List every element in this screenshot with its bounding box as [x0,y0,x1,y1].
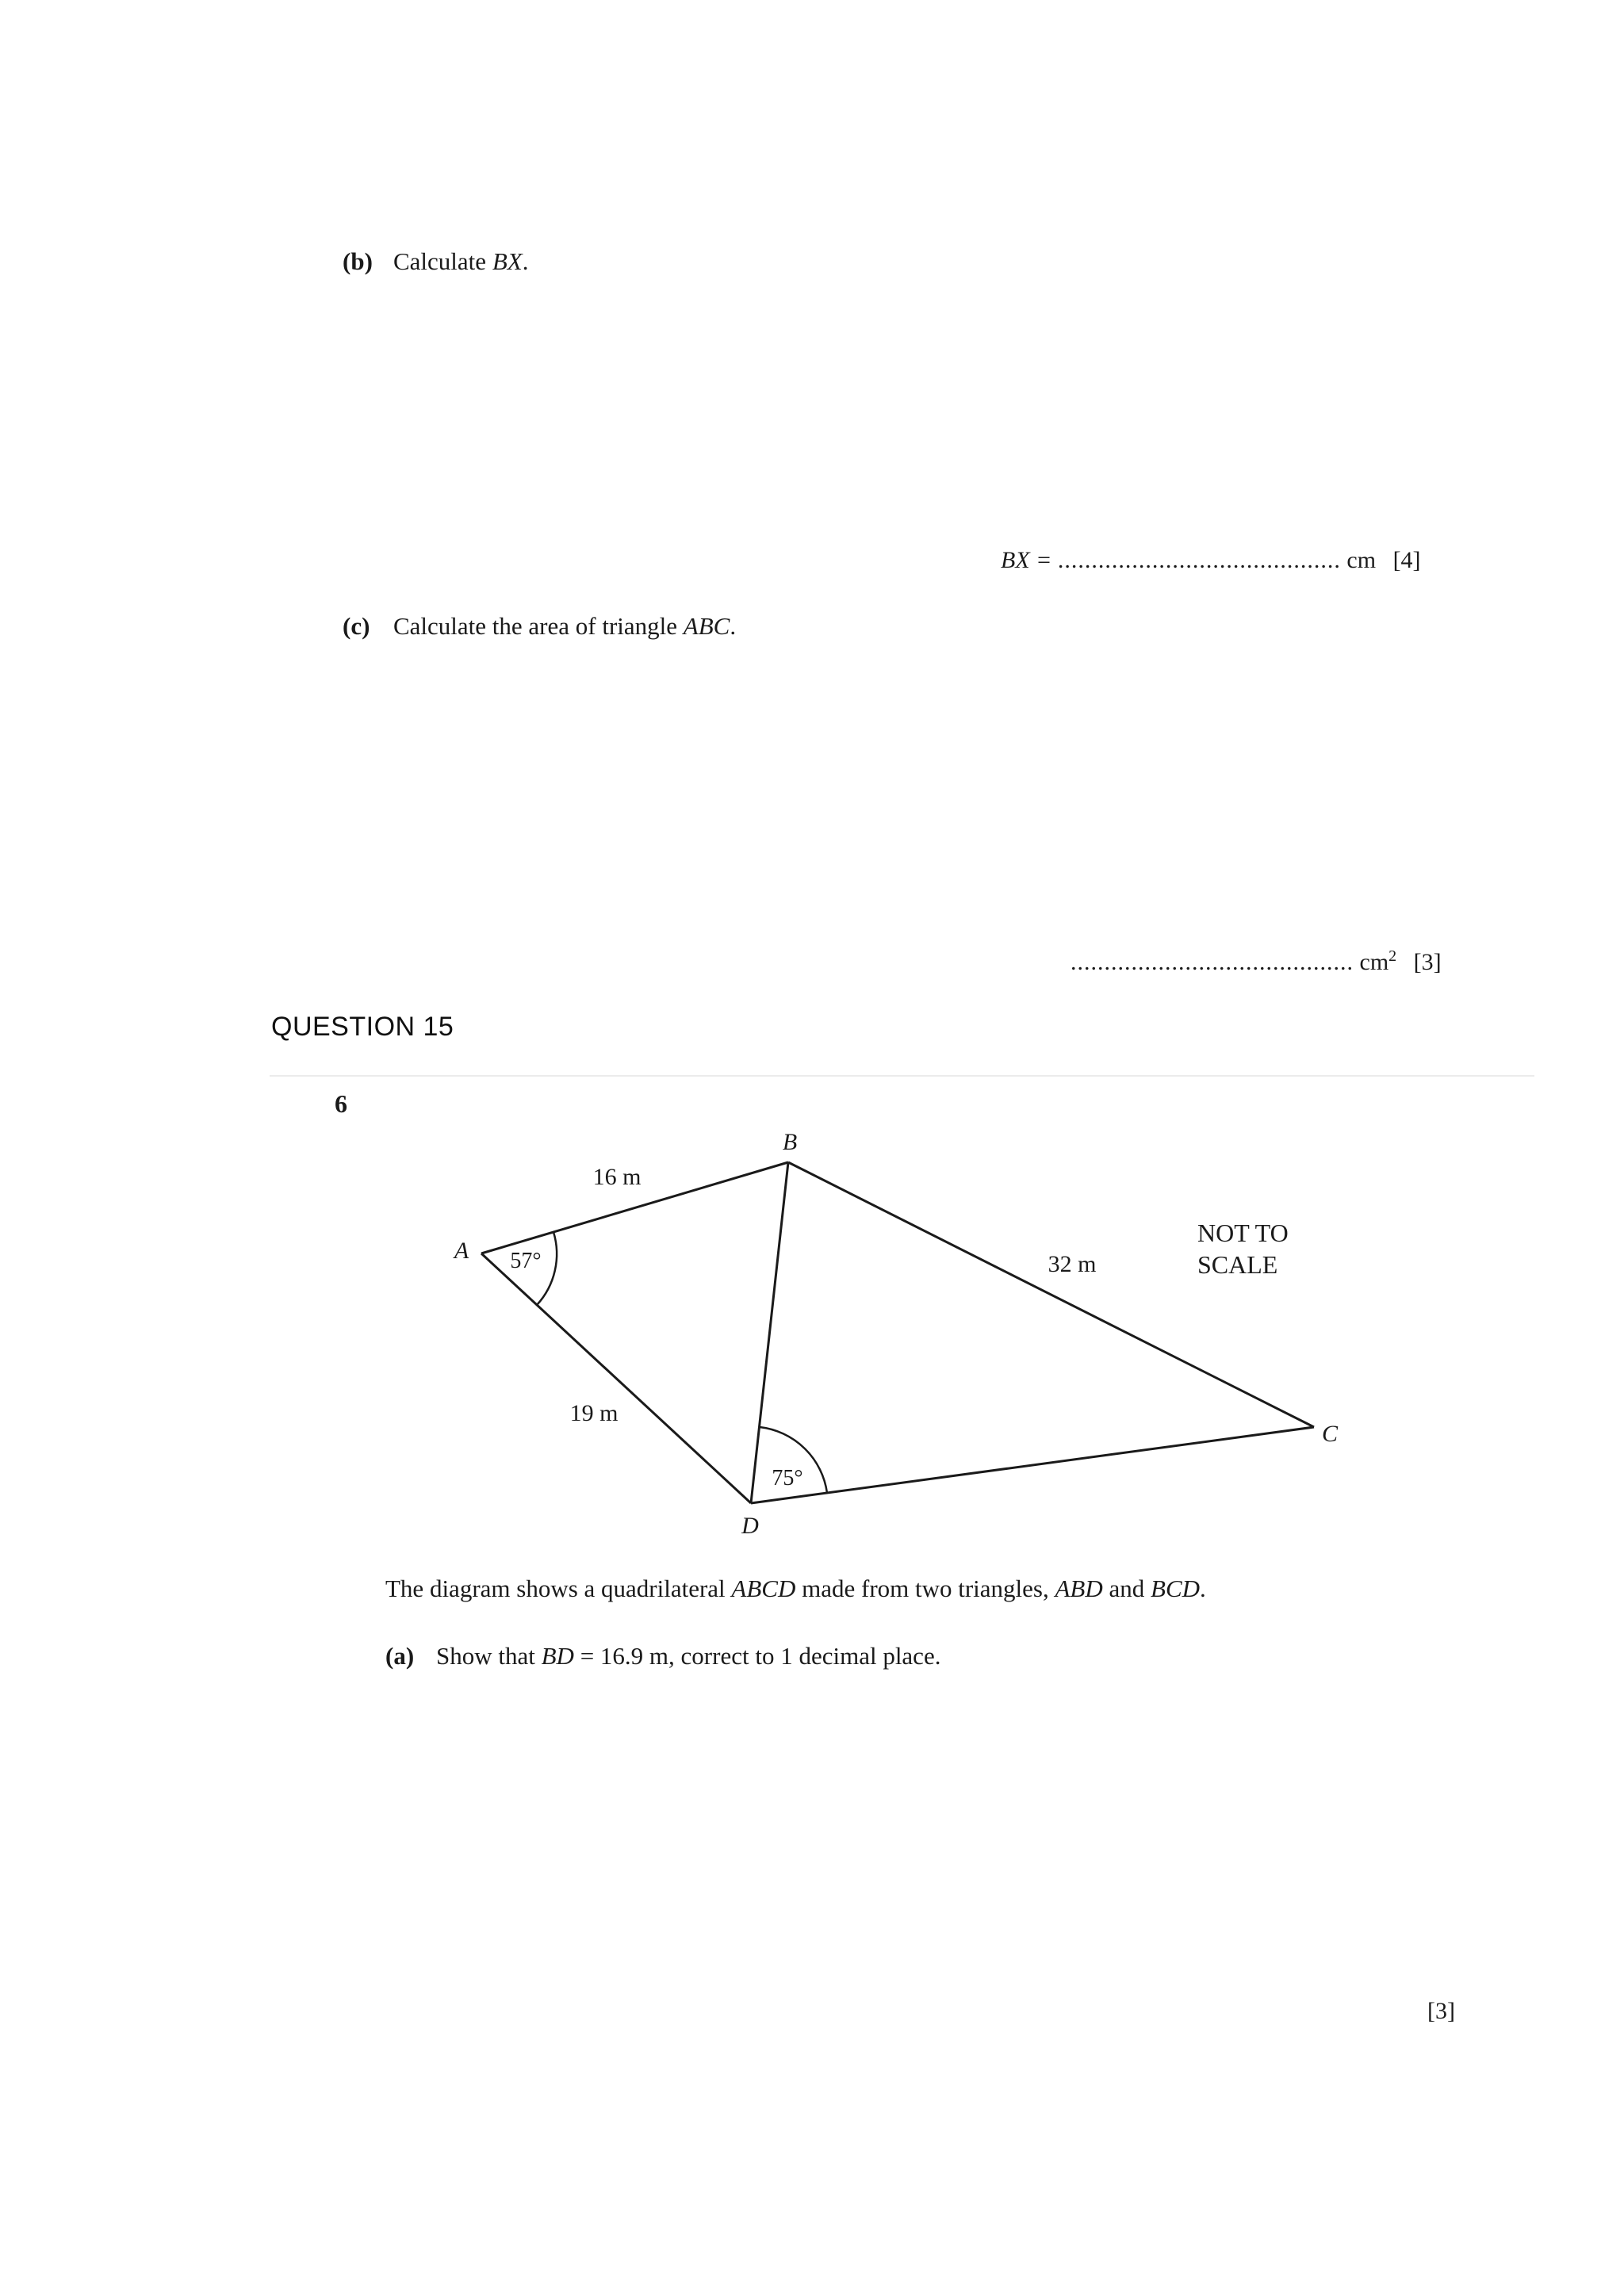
part-a-text-2: = 16.9 m, correct to 1 decimal place. [573,1642,941,1670]
not-to-scale-line1: NOT TO [1197,1219,1289,1247]
length-label-ab: 16 m [592,1164,642,1190]
question-intro [385,1575,1206,1603]
question-number: 6 [335,1089,347,1118]
part-b-answer-unit: cm [1346,547,1377,573]
not-to-scale-line2: SCALE [1197,1250,1278,1279]
part-c-var: ABC [683,612,730,640]
part-b-text: Calculate [393,247,492,275]
part-c-text-end: . [730,612,737,640]
part-b-answer-prefix: BX = [1001,547,1052,573]
part-a-var-bd: BD [541,1642,574,1670]
part-c-answer-unit: cm [1359,949,1389,975]
section-header: QUESTION 15 [271,1012,454,1042]
part-a-question [385,1642,940,1670]
intro-text-1: The diagram shows a quadrilateral [385,1575,732,1602]
part-c-label: (c) [343,612,370,640]
intro-var-abcd: ABCD [731,1575,796,1602]
length-label-ad: 19 m [569,1400,619,1426]
diagonal-bd [751,1162,788,1503]
part-a-text-1: Show that [436,1642,542,1670]
part-b-text-end: . [522,247,529,275]
intro-text-2: made from two triangles, [795,1575,1055,1602]
part-b-label: (b) [343,247,373,275]
vertex-label-b: B [782,1129,798,1155]
vertex-label-a: A [454,1238,469,1264]
part-b-var: BX [492,247,523,275]
part-c-text: Calculate the area of triangle [393,612,684,640]
angle-label-a: 57° [510,1249,542,1273]
part-c-answer-unit-sup: 2 [1388,947,1397,965]
intro-var-abd: ABD [1055,1575,1103,1602]
part-b-marks: [4] [1392,547,1421,573]
part-c-marks: [3] [1413,949,1442,975]
angle-label-d: 75° [772,1466,803,1490]
vertex-label-d: D [741,1513,759,1539]
part-a-label: (a) [385,1642,415,1670]
side-ad [481,1253,751,1503]
side-cd [751,1427,1314,1503]
part-a-marks: [3] [1427,1998,1455,2024]
side-bc [788,1162,1314,1427]
intro-text-4: . [1200,1575,1206,1602]
part-c-answer-blank[interactable]: .......................................... [1071,949,1354,975]
vertex-label-c: C [1321,1421,1339,1447]
part-b-answer-blank[interactable]: .......................................... [1057,547,1341,573]
length-label-bc: 32 m [1048,1251,1097,1277]
intro-text-3: and [1102,1575,1151,1602]
intro-var-bcd: BCD [1151,1575,1201,1602]
